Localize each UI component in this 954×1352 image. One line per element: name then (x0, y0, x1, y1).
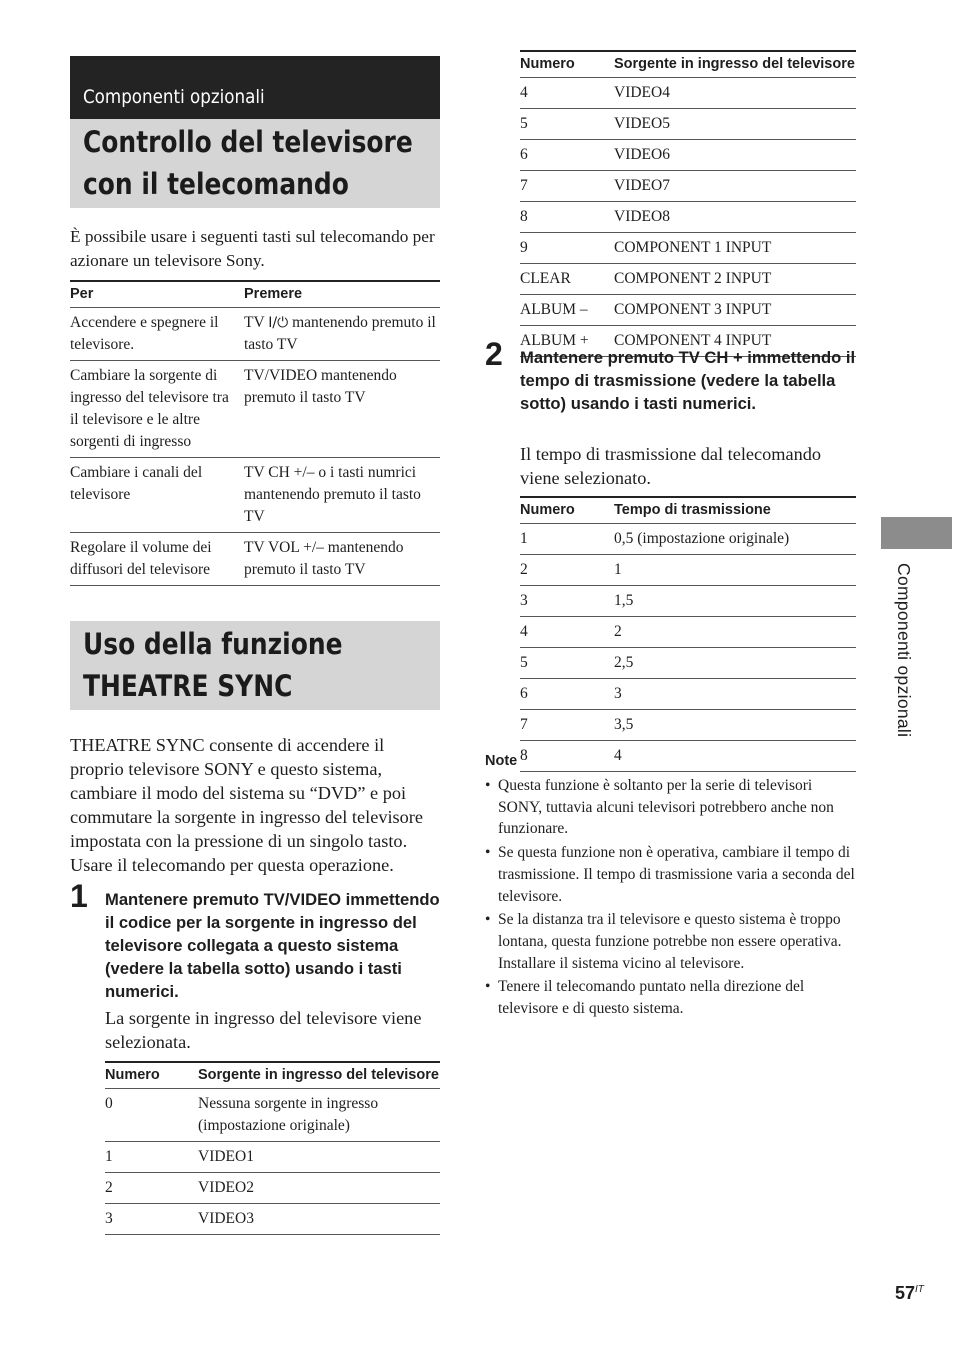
table-cell: 7 (520, 177, 528, 194)
table-cell: Regolare il volume dei diffusori del televisore (70, 539, 212, 578)
step-instruction: Mantenere premuto TV CH + immettendo il tempo di trasmissione (vedere la tabella sotto) usando i tasti numerici. (520, 348, 856, 413)
step-number: 2 (485, 336, 503, 372)
side-tab-marker (881, 517, 952, 549)
table-cell: 1 (614, 561, 622, 578)
table-row (105, 1204, 440, 1235)
step-description: La sorgente in ingresso del televisore viene selezionata. (105, 1008, 422, 1052)
step-description: Il tempo di trasmissione dal telecomando viene selezionato. (520, 444, 822, 488)
table-cell: VIDEO7 (614, 177, 670, 194)
table-header: Tempo di trasmissione (614, 502, 771, 518)
table-cell: 2 (520, 561, 528, 578)
table-row (70, 458, 440, 533)
table-cell: VIDEO3 (198, 1210, 254, 1227)
table-row (70, 361, 440, 458)
table-row (70, 533, 440, 586)
table-row (105, 1089, 440, 1142)
note-item: • Se la distanza tra il televisore e questo sistema è troppo lontana, questa funzione potrebbe non essere operativa. Installare il sistema vicino al televisore. (485, 909, 857, 974)
table-row (520, 264, 856, 295)
table-row (520, 109, 856, 140)
table-cell: VIDEO1 (198, 1148, 254, 1165)
page-title-line1: Controllo del televisore (83, 125, 413, 159)
table-cell: COMPONENT 4 INPUT (614, 332, 772, 349)
table-row (520, 648, 856, 679)
table-cell: 9 (520, 239, 528, 256)
page-number (895, 1283, 924, 1304)
transmission-time-table (520, 496, 856, 772)
table-cell: COMPONENT 3 INPUT (614, 301, 772, 318)
notes-list (485, 775, 857, 1022)
table-cell: Cambiare la sorgente di ingresso del televisore tra il televisore e le altre sorgenti di ingresso (70, 367, 229, 450)
table-header: Numero (520, 56, 575, 72)
table-cell: 0 (105, 1095, 113, 1112)
page-title-line2: con il telecomando (83, 167, 349, 201)
table-row (520, 586, 856, 617)
table-cell: ALBUM – (520, 301, 588, 318)
table-cell: CLEAR (520, 270, 571, 287)
table-cell: 6 (520, 146, 528, 163)
table-cell: COMPONENT 1 INPUT (614, 239, 772, 256)
table-cell: Accendere e spegnere il televisore. (70, 314, 219, 353)
table-cell: TV/VIDEO mantenendo premuto il tasto TV (244, 367, 397, 406)
table-row (520, 617, 856, 648)
table-cell: VIDEO5 (614, 115, 670, 132)
table-cell: 6 (520, 685, 528, 702)
table-cell: 8 (520, 747, 528, 764)
table-cell: 1 (105, 1148, 113, 1165)
table-row (70, 308, 440, 361)
table-row (520, 140, 856, 171)
table-row (520, 171, 856, 202)
intro-paragraph: È possibile usare i seguenti tasti sul telecomando per azionare un televisore Sony. (70, 227, 435, 270)
table-cell: 8 (520, 208, 528, 225)
table-cell: 7 (520, 716, 528, 733)
power-icon: I/⏻ (268, 315, 289, 331)
table-cell: 5 (520, 654, 528, 671)
table-cell: 0,5 (impostazione originale) (614, 530, 790, 547)
table-cell: Cambiare i canali del televisore (70, 464, 203, 503)
table-header: Sorgente in ingresso del televisore (198, 1067, 439, 1083)
note-item: • Se questa funzione non è operativa, cambiare il tempo di trasmissione. Il tempo di trasmissione varia a seconda del televisore. (485, 842, 857, 907)
table-header: Numero (105, 1067, 160, 1083)
table-cell: 2 (614, 623, 622, 640)
table-cell: VIDEO6 (614, 146, 670, 163)
table-row (520, 741, 856, 772)
table-row (105, 1142, 440, 1173)
table-cell: ALBUM + (520, 332, 589, 349)
input-source-table-b (520, 50, 856, 357)
table-header: Sorgente in ingresso del televisore (614, 56, 855, 72)
page-language-suffix: IT (915, 1284, 924, 1295)
table-header: Numero (520, 502, 575, 518)
table-row (520, 524, 856, 555)
table-row (105, 1173, 440, 1204)
table-cell: TV I/⏻ mantenendo premuto il tasto TV (244, 314, 436, 353)
table-cell: 3 (105, 1210, 113, 1227)
table-row (520, 710, 856, 741)
table-header: Per (70, 286, 94, 302)
table-row (520, 78, 856, 109)
table-cell: VIDEO2 (198, 1179, 254, 1196)
table-cell: 4 (520, 623, 528, 640)
input-source-table-a (105, 1061, 440, 1235)
table-row (520, 555, 856, 586)
page-number-value: 57 (895, 1283, 916, 1303)
table-cell: Nessuna sorgente in ingresso (impostazione originale) (198, 1095, 379, 1134)
tv-controls-table (70, 280, 440, 586)
table-cell: TV VOL +/– mantenendo premuto il tasto TV (244, 539, 404, 578)
table-header: Premere (244, 286, 303, 302)
table-row (520, 202, 856, 233)
section-title-line2: THEATRE SYNC (83, 669, 293, 703)
notes-heading: Note (485, 753, 518, 769)
note-item: • Tenere il telecomando puntato nella direzione del televisore e di questo sistema. (485, 976, 857, 1019)
note-item: • Questa funzione è soltanto per la serie di televisori SONY, tuttavia alcuni televisori potrebbero anche non funzionare. (485, 775, 857, 840)
table-cell: 3,5 (614, 716, 634, 733)
step-instruction: Mantenere premuto TV/VIDEO immettendo il codice per la sorgente in ingresso del televisore collegata a questo sistema (vedere la tabella sotto) usando i tasti numerici. (105, 890, 440, 1001)
table-cell: 4 (614, 747, 622, 764)
table-row (520, 233, 856, 264)
table-row (520, 295, 856, 326)
step-number: 1 (70, 878, 88, 914)
table-cell: 5 (520, 115, 528, 132)
section-header (70, 56, 440, 119)
table-cell: 1,5 (614, 592, 634, 609)
table-cell: 2 (105, 1179, 113, 1196)
side-chapter-label: Componenti opzionali (894, 563, 914, 738)
table-cell: 3 (520, 592, 528, 609)
section-title-line1: Uso della funzione (83, 627, 343, 661)
table-cell: VIDEO4 (614, 84, 670, 101)
table-cell: 1 (520, 530, 528, 547)
title-box-theatre-sync (70, 621, 440, 710)
table-cell: VIDEO8 (614, 208, 670, 225)
table-cell: 4 (520, 84, 528, 101)
table-row (520, 679, 856, 710)
table-cell: TV CH +/– o i tasti numrici mantenendo premuto il tasto TV (244, 464, 421, 525)
table-cell: 3 (614, 685, 622, 702)
table-cell: COMPONENT 2 INPUT (614, 270, 772, 287)
table-cell: 2,5 (614, 654, 634, 671)
section-header-label: Componenti opzionali (83, 86, 265, 108)
title-box-remote (70, 119, 440, 208)
theatre-sync-paragraph: THEATRE SYNC consente di accendere il proprio televisore SONY e questo sistema, cambiare il modo del sistema su “DVD” e poi commutare la sorgente in ingresso del televisore impostata con la pressione di un singolo tasto. Usare il telecomando per questa operazione. (70, 735, 423, 875)
